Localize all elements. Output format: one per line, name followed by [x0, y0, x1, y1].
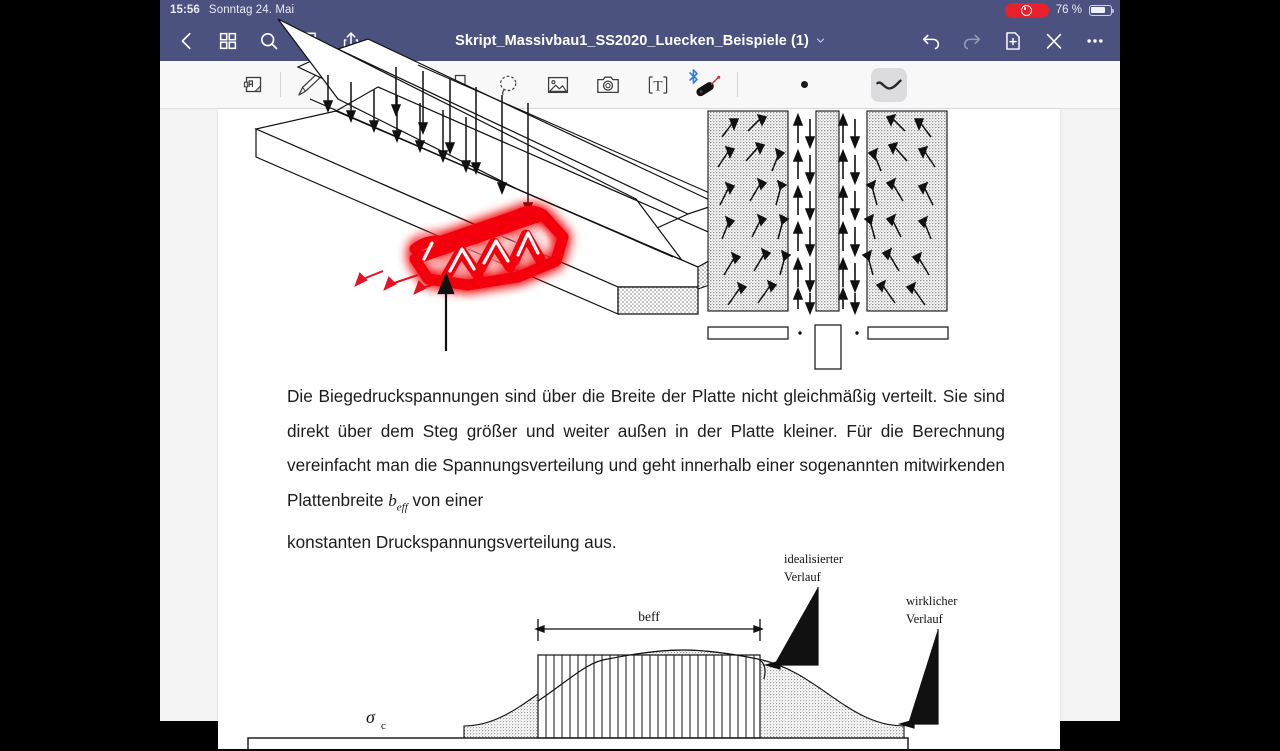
back-chevron-icon[interactable]: [176, 30, 198, 52]
label-sigma-base: σ: [366, 707, 375, 727]
lasso-icon: [494, 71, 522, 99]
close-icon[interactable]: [1043, 30, 1065, 52]
label-idealisierter-line1: idealisierter: [784, 552, 843, 566]
battery-icon: [1089, 5, 1112, 16]
text-box-icon: [645, 72, 671, 98]
document-canvas[interactable]: [160, 109, 1120, 732]
stress-flow-plan-diagram: [692, 109, 962, 364]
redo-icon[interactable]: [961, 30, 983, 52]
paragraph-part-2: von einer: [407, 489, 484, 510]
camera-icon: [595, 72, 621, 98]
label-wirklicher-line2: Verlauf: [906, 612, 943, 626]
paragraph-last-line: konstanten Druckspannungsverteilung aus.: [287, 531, 617, 552]
stroke-style-preview: [871, 68, 907, 102]
status-bar: [160, 0, 1120, 20]
tool-page-layers[interactable]: [228, 65, 278, 105]
tool-image[interactable]: [533, 65, 583, 105]
paragraph-part-1: Die Biegedruckspannungen sind über die Breite der Platte nicht gleichmäßig verteilt. Sie sind direkt über dem Steg größer und weiter außen in der Platte kleiner. Für die Berechnung vereinfacht man die Spannungsverteilung und geht innerhalb einer sogenannten mitwirkenden Plattenbreite: [287, 386, 1005, 510]
more-options-icon[interactable]: [1084, 30, 1106, 52]
undo-icon[interactable]: [920, 30, 942, 52]
search-icon[interactable]: [258, 30, 280, 52]
document-title: Skript_Massivbau1_SS2020_Luecken_Beispiele (1): [455, 32, 809, 49]
effective-width-stress-diagram: [218, 541, 1060, 751]
label-sigma-sub: c: [381, 720, 386, 732]
stroke-style-button[interactable]: [864, 65, 914, 105]
battery-percent-label: 76 %: [1055, 4, 1082, 16]
toolbar-separator-1: [280, 72, 281, 97]
paragraph-text: [287, 379, 1005, 559]
stylus-device-button[interactable]: [683, 65, 729, 105]
tool-text-box[interactable]: [633, 65, 683, 105]
page-layers-icon: [241, 73, 265, 97]
toolbar-separator-2: [737, 72, 738, 97]
stroke-thickness-dot: [801, 81, 808, 88]
symbol-beff: [388, 490, 408, 514]
label-sigma-c: [366, 707, 386, 732]
stylus-pointer-icon: [693, 76, 721, 98]
stroke-thickness-button[interactable]: [744, 65, 864, 105]
symbol-beff-base: b: [388, 490, 397, 510]
add-page-icon[interactable]: [1002, 30, 1024, 52]
grid-thumbnails-icon[interactable]: [217, 30, 239, 52]
status-date: Sonntag 24. Mai: [208, 4, 295, 16]
label-wirklicher-line1: wirklicher: [906, 594, 958, 608]
label-beff: beff: [638, 609, 660, 624]
status-time: 15:56: [170, 4, 200, 16]
label-idealisierter-line2: Verlauf: [784, 570, 821, 584]
navigation-bar-right: [920, 20, 1106, 61]
stroke-sample-icon: [875, 77, 903, 93]
image-icon: [545, 72, 571, 98]
screen-recording-indicator[interactable]: [1005, 3, 1049, 18]
document-page[interactable]: [218, 109, 1060, 749]
app-window: [160, 0, 1120, 732]
svg-text:T: T: [653, 77, 663, 94]
status-bar-right: [1005, 0, 1112, 20]
record-icon: [1021, 5, 1032, 16]
status-bar-left: [160, 4, 294, 16]
chevron-down-icon[interactable]: [816, 36, 825, 45]
symbol-beff-sub: eff: [396, 501, 408, 514]
tool-camera[interactable]: [583, 65, 633, 105]
